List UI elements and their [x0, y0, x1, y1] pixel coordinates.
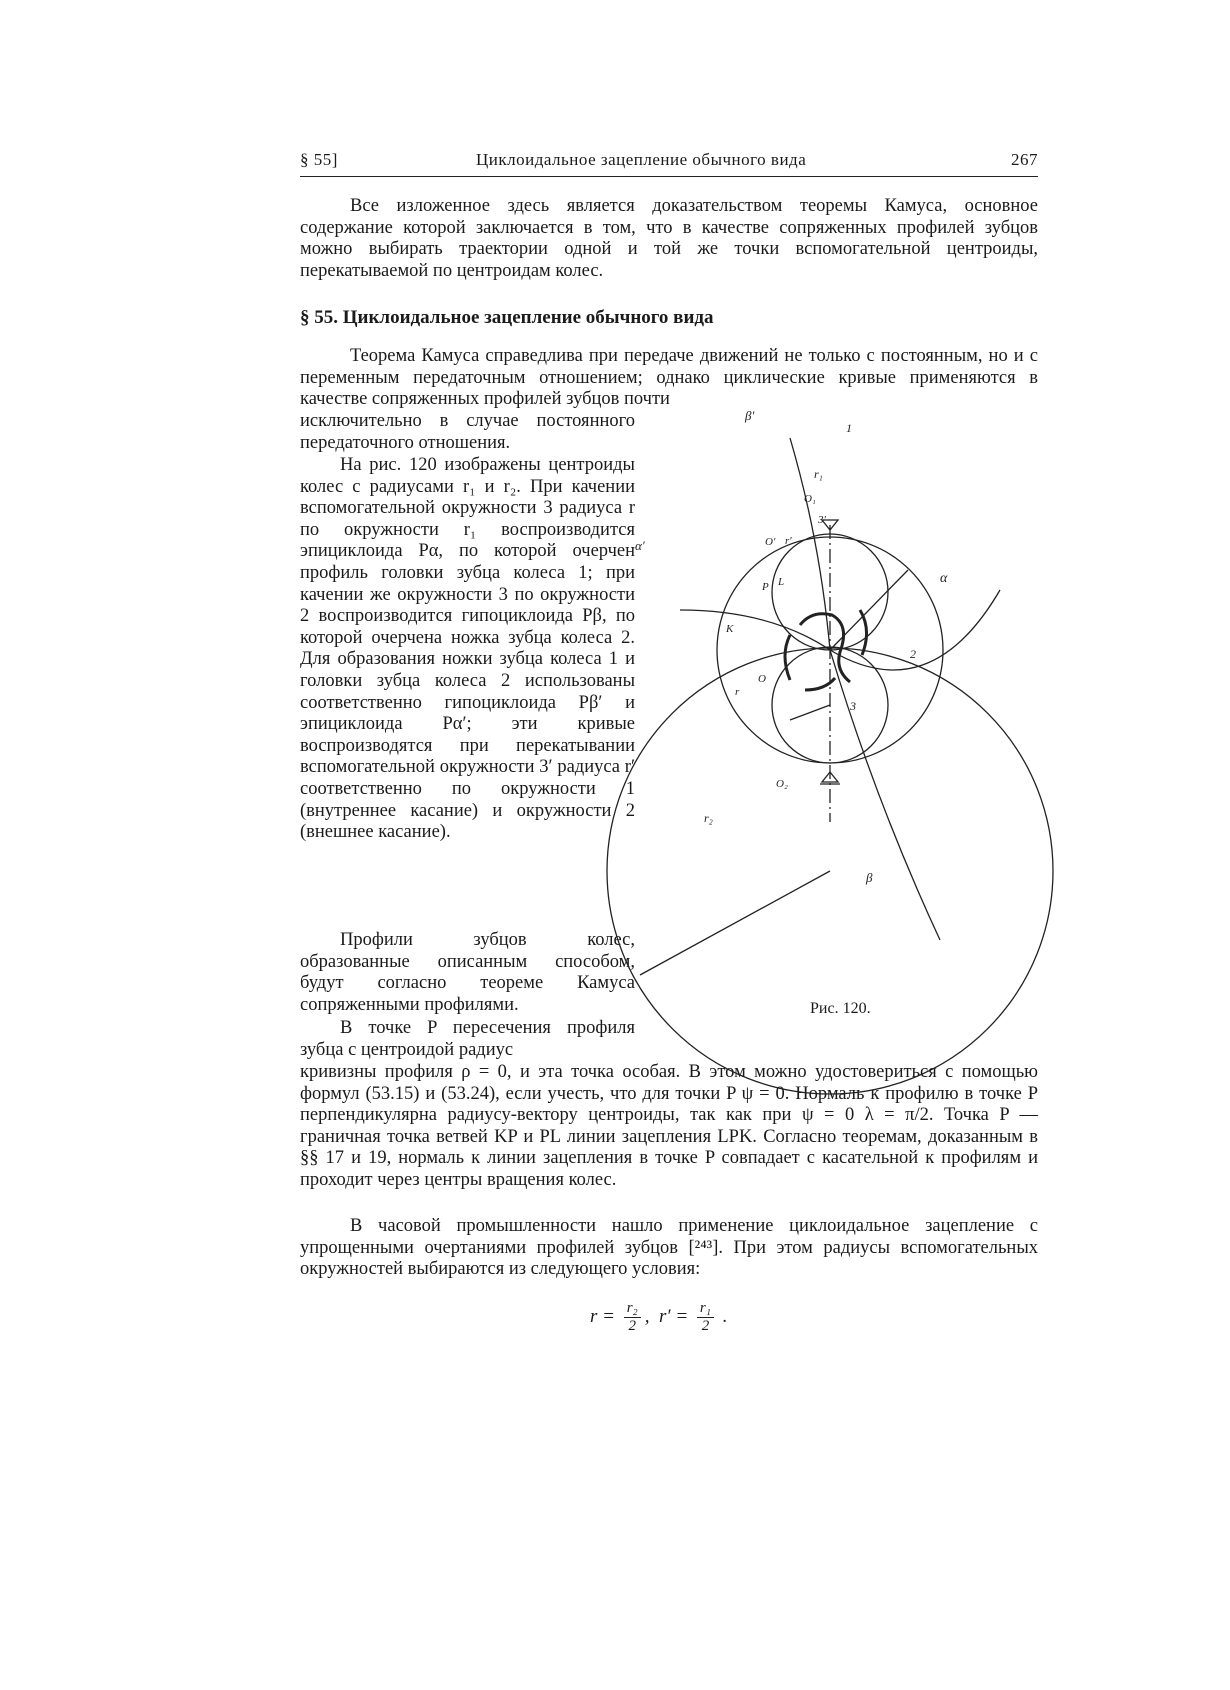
label-two: 2	[910, 647, 916, 661]
formula-lhs-r-prime: r′ =	[659, 1305, 689, 1327]
formula-lhs-r: r =	[590, 1305, 615, 1327]
label-r: r	[735, 686, 740, 698]
label-three-prime: 3′	[818, 514, 826, 526]
paragraph-figure-description: На рис. 120 изображены центроиды колес с радиусами r₁ и r₂. При качении вспомогательной окружности 3 радиуса r по окружности r₁ воспроизводится эпициклоида Pα, по которой очерчен профиль головки зубца колеса 1; при качении же окружности 3 по окружности 2 воспроизводится гипоциклоида Pβ, по которой очерчена ножка зубца колеса 2. Для образования ножки зубца колеса 1 и головки зубца колеса 2 использованы соответственно гипоциклоида Pβ′ и эпициклоида Pα′; эти кривые воспроизводятся при перекатывании вспомогательной окружности 3′ радиуса r′ соответственно по окружности 1 (внутреннее касание) и окружности 2 (внешнее касание).	[300, 455, 635, 843]
paragraph-conjugate-profiles: Профили зубцов колес, образованные описанным способом, будут согласно теореме Камуса сопряженными профилями.	[300, 930, 635, 1015]
formula-period: .	[722, 1305, 728, 1327]
radius-line-r2	[640, 871, 830, 975]
formula-radii	[590, 1300, 727, 1335]
header-page-number: 267	[1011, 150, 1038, 169]
formula-separator: ,	[644, 1305, 650, 1327]
running-header	[300, 150, 1038, 177]
label-alpha: α	[940, 571, 948, 586]
label-k: K	[726, 623, 734, 635]
figure-cycloidal-gearing	[635, 408, 1060, 1000]
fraction-r2-over-2	[624, 1300, 641, 1335]
label-three: 3	[850, 699, 856, 713]
paragraph-watch-industry: В часовой промышленности нашло применение циклоидальное зацепление с упрощенными очертаниями профилей зубцов [²⁴³]. При этом радиусы вспомогательных окружностей выбираются из следующего условия:	[300, 1216, 1038, 1280]
label-p: P	[762, 581, 769, 593]
fraction-denominator: 2	[628, 1318, 636, 1334]
label-r1: r₁	[814, 467, 823, 481]
radius-line-r	[790, 705, 830, 720]
label-o2: O₂	[776, 778, 788, 790]
curve-beta	[830, 650, 940, 940]
section-heading: § 55. Циклоидальное зацепление обычного вида	[300, 307, 714, 328]
label-o1: O₁	[804, 493, 816, 505]
header-section: § 55]	[300, 150, 338, 169]
fraction-numerator: r₁	[697, 1300, 714, 1318]
paragraph-camus-theorem-continued: исключительно в случае постоянного передаточного отношения.	[300, 411, 635, 453]
label-r2: r₂	[704, 811, 713, 825]
header-title: Циклоидальное зацепление обычного вида	[476, 150, 807, 169]
label-beta-prime: β′	[745, 408, 755, 423]
label-alpha-prime: α′	[635, 538, 645, 553]
fraction-r1-over-2	[697, 1300, 714, 1335]
label-o-prime: O′	[765, 536, 776, 548]
radius-line-r1	[830, 570, 908, 650]
paragraph-point-p-continued: кривизны профиля ρ = 0, и эта точка особая. В этом можно удостовериться с помощью формул (53.15) и (53.24), если учесть, что для точки P ψ = 0. Нормаль к профилю в точке P перпендикулярна радиусу-вектору центроиды, так как при ψ = 0 λ = π/2. Точка P — граничная точка ветвей KP и PL линии зацепления LPK. Согласно теоремам, доказанным в §§ 17 и 19, нормаль к линии зацепления в точке P совпадает с касательной к профилям и проходит через центры вращения колес.	[300, 1062, 1038, 1190]
figure-caption: Рис. 120.	[810, 1000, 871, 1017]
tooth-profile-left	[785, 635, 790, 680]
fraction-denominator: 2	[701, 1318, 710, 1334]
label-l: L	[778, 576, 785, 588]
label-r-prime: r′	[785, 535, 792, 547]
label-o: O	[758, 673, 766, 685]
intro-paragraph: Все изложенное здесь является доказательством теоремы Камуса, основное содержание которой заключается в том, что в качестве сопряженных профилей зубцов можно выбирать траектории одной и той же точки вспомогательной центроиды, перекатываемой по центроидам колес.	[300, 196, 1038, 281]
fraction-numerator: r₂	[624, 1300, 641, 1318]
label-one: 1	[846, 421, 852, 435]
paragraph-camus-theorem: Теорема Камуса справедлива при передаче движений не только с постоянным, но и с переменным передаточным отношением; однако циклические кривые применяются в качестве сопряженных профилей зубцов почти	[300, 346, 1038, 410]
paragraph-point-p: В точке P пересечения профиля зубца с центроидой радиус	[300, 1018, 635, 1060]
label-beta: β	[866, 870, 873, 885]
curve-alpha-prime	[680, 610, 830, 650]
